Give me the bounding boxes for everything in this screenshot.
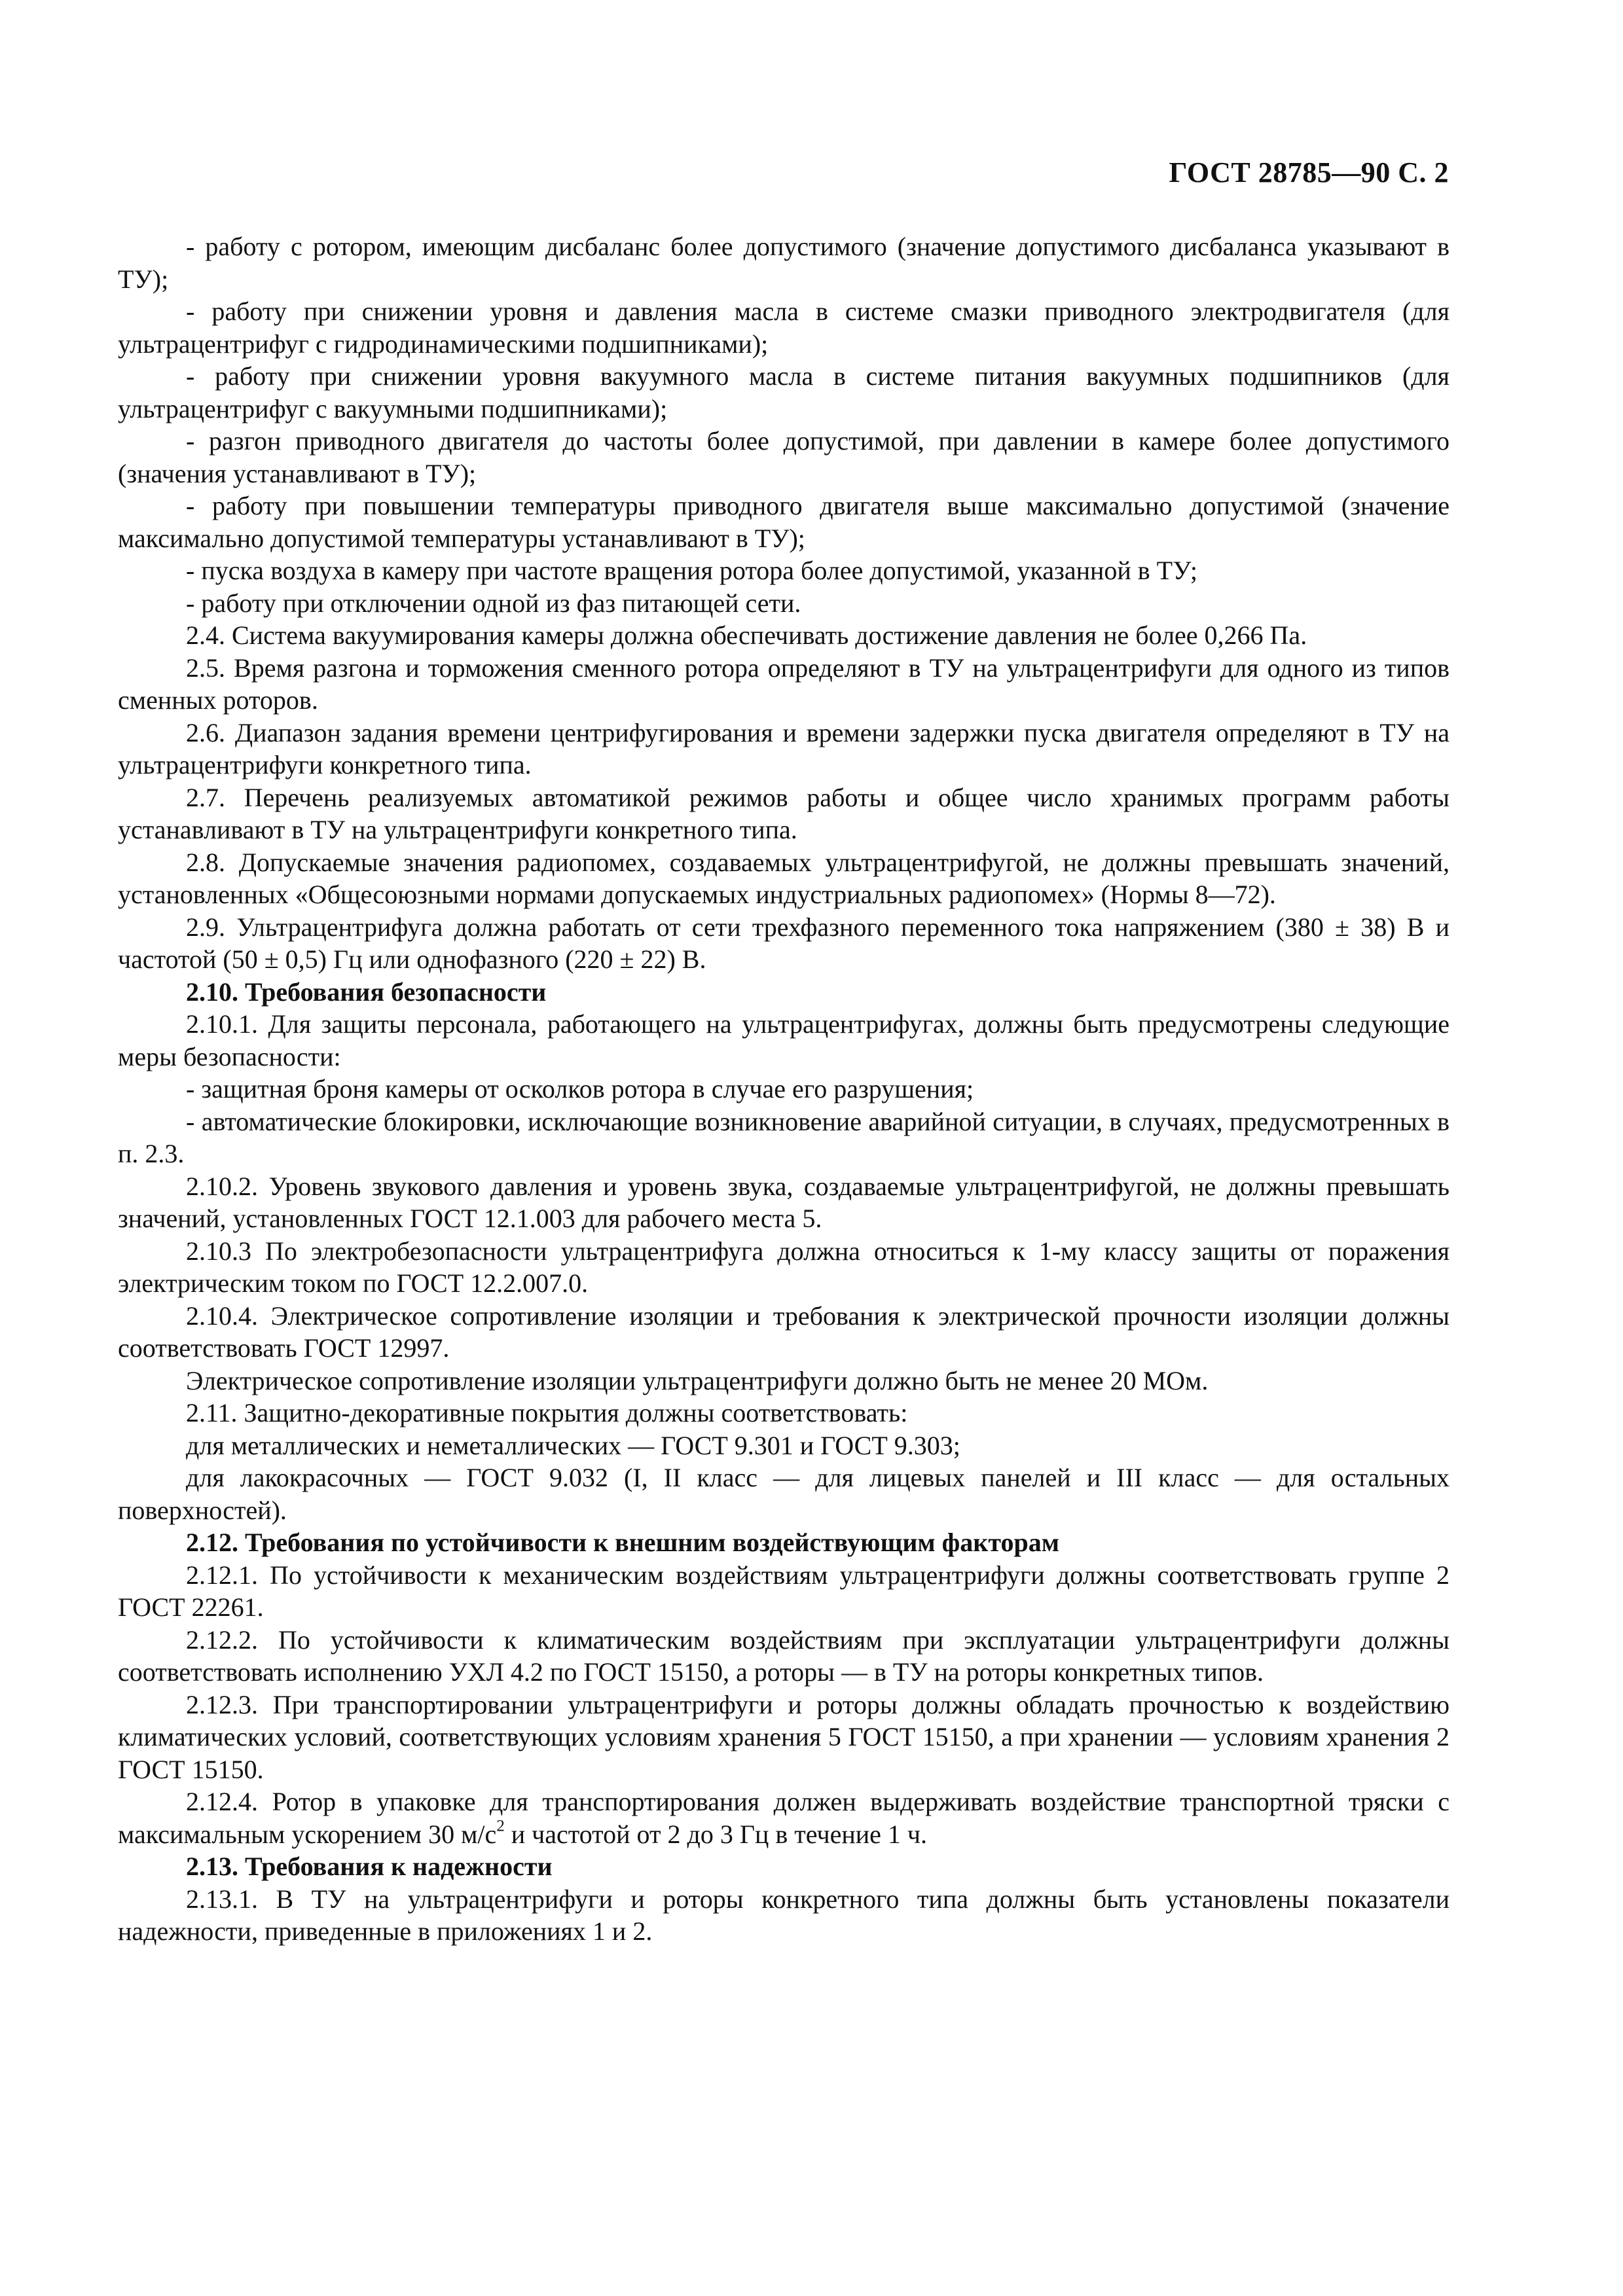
list-item: - работу при снижении уровня вакуумного масла в системе питания вакуумных подшипников (для ультрацентрифуг с вакуумными подшипниками); [118,361,1450,423]
clause-2-8: 2.8. Допускаемые значения радиопомех, создаваемых ультрацентрифугой, не должны превышать значений, установленных «Общесоюзными нормами допускаемых индустриальных радиопомех» (Нормы 8—72). [118,847,1450,909]
section-heading-2-12: 2.12. Требования по устойчивости к внешним воздействующим факторам [186,1528,1059,1557]
list-item: - защитная броня камеры от осколков ротора в случае его разрушения; [186,1074,974,1103]
clause-2-12-3: 2.12.3. При транспортировании ультрацентрифуги и роторы должны обладать прочностью к воздействию климатических условий, соответствующих условиям хранения 5 ГОСТ 15150, а при хранении — условиям хранения 2 ГОСТ 15150. [118,1689,1450,1784]
list-item: - работу при отключении одной из фаз питающей сети. [186,588,801,618]
clause-2-10-4-resistance: Электрическое сопротивление изоляции ультрацентрифуги должно быть не менее 20 МОм. [186,1365,1209,1395]
clause-2-12-2: 2.12.2. По устойчивости к климатическим воздействиям при эксплуатации ультрацентрифуги должны соответствовать исполнению УХЛ 4.2 по ГОСТ 15150, а роторы — в ТУ на роторы конкретных типов. [118,1624,1450,1687]
clause-2-10-3: 2.10.3 По электробезопасности ультрацентрифуга должна относиться к 1-му классу защиты от поражения электрическим током по ГОСТ 12.2.007.0. [118,1236,1450,1298]
section-heading-2-13: 2.13. Требования к надежности [186,1852,553,1881]
clause-2-11-paint: для лакокрасочных — ГОСТ 9.032 (I, II класс — для лицевых панелей и III класс — для остальных поверхностей). [118,1463,1450,1525]
clause-2-5: 2.5. Время разгона и торможения сменного ротора определяют в ТУ на ультрацентрифуги для одного из типов сменных роторов. [118,653,1450,715]
clause-2-4: 2.4. Система вакуумирования камеры должна обеспечивать достижение давления не более 0,266 Па. [186,620,1307,650]
list-item: - работу с ротором, имеющим дисбаланс более допустимого (значение допустимого дисбаланса указывают в ТУ); [118,232,1450,294]
clause-2-10-1: 2.10.1. Для защиты персонала, работающего на ультрацентрифугах, должны быть предусмотрены следующие меры безопасности: [118,1009,1450,1071]
clause-2-7: 2.7. Перечень реализуемых автоматикой режимов работы и общее число хранимых программ работы устанавливают в ТУ на ультрацентрифуги конкретного типа. [118,782,1450,844]
list-item: - работу при снижении уровня и давления масла в системе смазки приводного электродвигателя (для ультрацентрифуг с гидродинамическими подшипниками); [118,296,1450,359]
page-header: ГОСТ 28785—90 С. 2 [1169,156,1449,188]
list-item: - работу при повышении температуры приводного двигателя выше максимально допустимой (значение максимально допустимой температуры устанавливают в ТУ); [118,491,1450,553]
list-item: - разгон приводного двигателя до частоты более допустимой, при давлении в камере более допустимого (значения устанавливают в ТУ); [118,426,1450,488]
document-body [118,230,1450,1948]
clause-2-11-metal: для металлических и неметаллических — ГОСТ 9.301 и ГОСТ 9.303; [186,1430,960,1460]
clause-2-12-4 [118,1785,1450,1850]
clause-2-12-4-text-end: и частотой от 2 до 3 Гц в течение 1 ч. [504,1819,928,1849]
clause-2-10-4: 2.10.4. Электрическое сопротивление изоляции и требования к электрической прочности изоляции должны соответствовать ГОСТ 12997. [118,1300,1450,1363]
section-heading-2-10: 2.10. Требования безопасности [186,977,547,1007]
clause-2-11: 2.11. Защитно-декоративные покрытия должны соответствовать: [186,1398,908,1427]
clause-2-10-2: 2.10.2. Уровень звукового давления и уровень звука, создаваемые ультрацентрифугой, не должны превышать значений, установленных ГОСТ 12.1.003 для рабочего места 5. [118,1171,1450,1233]
superscript-exponent: 2 [496,1816,505,1835]
clause-2-12-4-text: 2.12.4. Ротор в упаковке для транспортирования должен выдерживать воздействие транспортной тряски с максимальным ускорением 30 м/с [118,1787,1450,1849]
list-item: - автоматические блокировки, исключающие возникновение аварийной ситуации, в случаях, предусмотренных в п. 2.3. [118,1106,1450,1168]
clause-2-13-1: 2.13.1. В ТУ на ультрацентрифуги и роторы конкретного типа должны быть установлены показатели надежности, приведенные в приложениях 1 и 2. [118,1884,1450,1946]
clause-2-6: 2.6. Диапазон задания времени центрифугирования и времени задержки пуска двигателя определяют в ТУ на ультрацентрифуги конкретного типа. [118,717,1450,780]
clause-2-9: 2.9. Ультрацентрифуга должна работать от сети трехфазного переменного тока напряжением (380 ± 38) В и частотой (50 ± 0,5) Гц или однофазного (220 ± 22) В. [118,912,1450,974]
list-item: - пуска воздуха в камеру при частоте вращения ротора более допустимой, указанной в ТУ; [186,556,1198,585]
clause-2-12-1: 2.12.1. По устойчивости к механическим воздействиям ультрацентрифуги должны соответствовать группе 2 ГОСТ 22261. [118,1560,1450,1622]
